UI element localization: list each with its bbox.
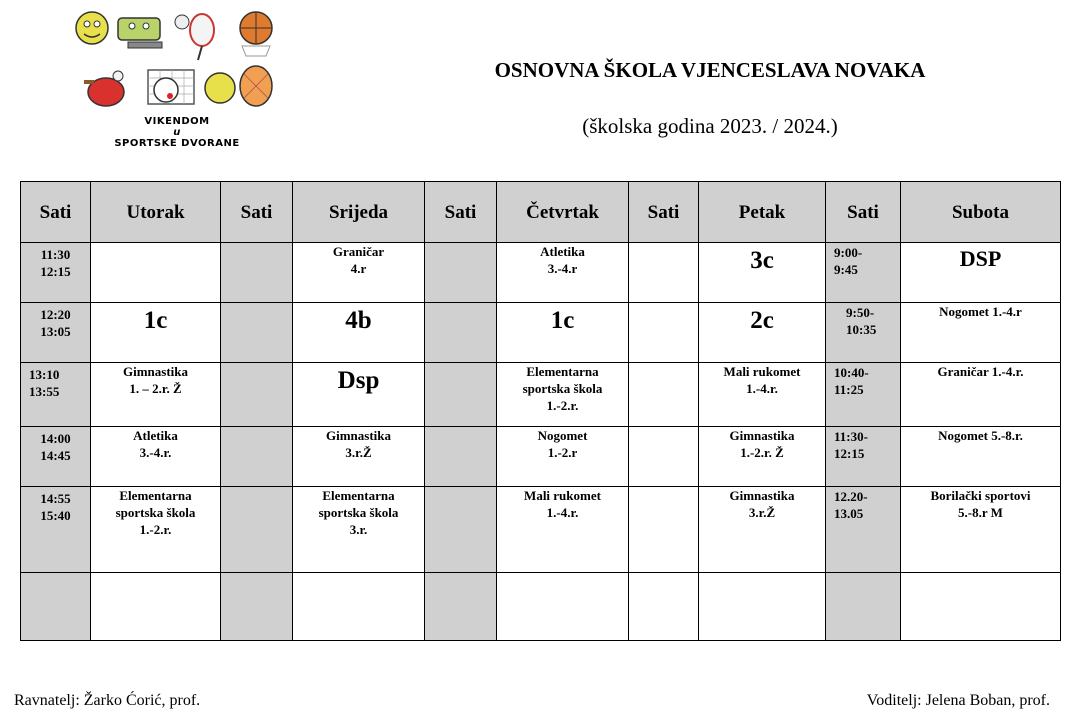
table-row: [21, 363, 1061, 427]
petak-cell: Gimnastika 3.r.Ž: [699, 487, 826, 573]
srijeda-cell: Gimnastika 3.r.Ž: [293, 427, 425, 487]
table-row: [21, 487, 1061, 573]
logo-text-line2: u: [173, 127, 181, 138]
sati-cell: [221, 303, 293, 363]
sati-cell: [629, 487, 699, 573]
subota-time-cell: 11:30- 12:15: [826, 427, 901, 487]
sati-cell: [425, 303, 497, 363]
table-row: [21, 303, 1061, 363]
time-cell: 14:55 15:40: [21, 487, 91, 573]
sati-cell: [629, 427, 699, 487]
utorak-cell: Atletika 3.-4.r.: [91, 427, 221, 487]
sati-cell: [629, 573, 699, 641]
sati-cell: [425, 573, 497, 641]
header-cell: Subota: [901, 182, 1061, 243]
petak-cell: [699, 573, 826, 641]
subota-cell: [901, 573, 1061, 641]
subota-time-cell: 9:00- 9:45: [826, 243, 901, 303]
cetvrtak-cell: Atletika 3.-4.r: [497, 243, 629, 303]
time-cell: 14:00 14:45: [21, 427, 91, 487]
petak-cell: 3c: [699, 243, 826, 303]
cetvrtak-cell: Mali rukomet 1.-4.r.: [497, 487, 629, 573]
cetvrtak-cell: 1c: [497, 303, 629, 363]
cetvrtak-cell: Elementarna sportska škola 1.-2.r.: [497, 363, 629, 427]
sati-cell: [221, 487, 293, 573]
sati-cell: [425, 487, 497, 573]
subota-cell: Graničar 1.-4.r.: [901, 363, 1061, 427]
header-cell: Srijeda: [293, 182, 425, 243]
sati-cell: [629, 363, 699, 427]
cetvrtak-cell: [497, 573, 629, 641]
header-row: [21, 182, 1061, 243]
sati-cell: [629, 243, 699, 303]
subota-cell: DSP: [901, 243, 1061, 303]
time-cell: [21, 573, 91, 641]
utorak-cell: [91, 573, 221, 641]
header-cell: Sati: [826, 182, 901, 243]
time-cell: 13:10 13:55: [21, 363, 91, 427]
srijeda-cell: Graničar 4.r: [293, 243, 425, 303]
table-row: [21, 427, 1061, 487]
subota-time-cell: 10:40- 11:25: [826, 363, 901, 427]
header-cell: Petak: [699, 182, 826, 243]
coordinator-signature: Voditelj: Jelena Boban, prof.: [866, 692, 1050, 709]
school-title: OSNOVNA ŠKOLA VJENCESLAVA NOVAKA: [494, 58, 926, 82]
utorak-cell: 1c: [91, 303, 221, 363]
schedule-table: [20, 181, 1061, 641]
header-cell: Sati: [221, 182, 293, 243]
srijeda-cell: 4b: [293, 303, 425, 363]
sati-cell: [221, 243, 293, 303]
utorak-cell: [91, 243, 221, 303]
logo-text-line3: SPORTSKE DVORANE: [114, 138, 240, 149]
table-row: [21, 243, 1061, 303]
sati-cell: [425, 363, 497, 427]
logo-text-line1: VIKENDOM: [144, 116, 210, 127]
header-cell: Četvrtak: [497, 182, 629, 243]
subota-cell: Nogomet 1.-4.r: [901, 303, 1061, 363]
header-cell: Sati: [629, 182, 699, 243]
sati-cell: [221, 573, 293, 641]
subota-time-cell: 9:50- 10:35: [826, 303, 901, 363]
header-cell: Sati: [425, 182, 497, 243]
srijeda-cell: Dsp: [293, 363, 425, 427]
petak-cell: Gimnastika 1.-2.r. Ž: [699, 427, 826, 487]
petak-cell: 2c: [699, 303, 826, 363]
time-cell: 12:20 13:05: [21, 303, 91, 363]
time-cell: 11:30 12:15: [21, 243, 91, 303]
sati-cell: [221, 427, 293, 487]
subota-time-cell: [826, 573, 901, 641]
sati-cell: [425, 243, 497, 303]
petak-cell: Mali rukomet 1.-4.r.: [699, 363, 826, 427]
srijeda-cell: [293, 573, 425, 641]
sati-cell: [221, 363, 293, 427]
header-cell: Sati: [21, 182, 91, 243]
sati-cell: [425, 427, 497, 487]
cetvrtak-cell: Nogomet 1.-2.r: [497, 427, 629, 487]
subota-time-cell: 12.20- 13.05: [826, 487, 901, 573]
subota-cell: Nogomet 5.-8.r.: [901, 427, 1061, 487]
utorak-cell: Gimnastika 1. – 2.r. Ž: [91, 363, 221, 427]
principal-signature: Ravnatelj: Žarko Ćorić, prof.: [14, 692, 201, 709]
school-year-subtitle: (školska godina 2023. / 2024.): [582, 114, 838, 138]
header-cell: Utorak: [91, 182, 221, 243]
school-sports-logo: [70, 4, 284, 156]
utorak-cell: Elementarna sportska škola 1.-2.r.: [91, 487, 221, 573]
sati-cell: [629, 303, 699, 363]
subota-cell: Borilački sportovi 5.-8.r M: [901, 487, 1061, 573]
srijeda-cell: Elementarna sportska škola 3.r.: [293, 487, 425, 573]
table-row: [21, 573, 1061, 641]
